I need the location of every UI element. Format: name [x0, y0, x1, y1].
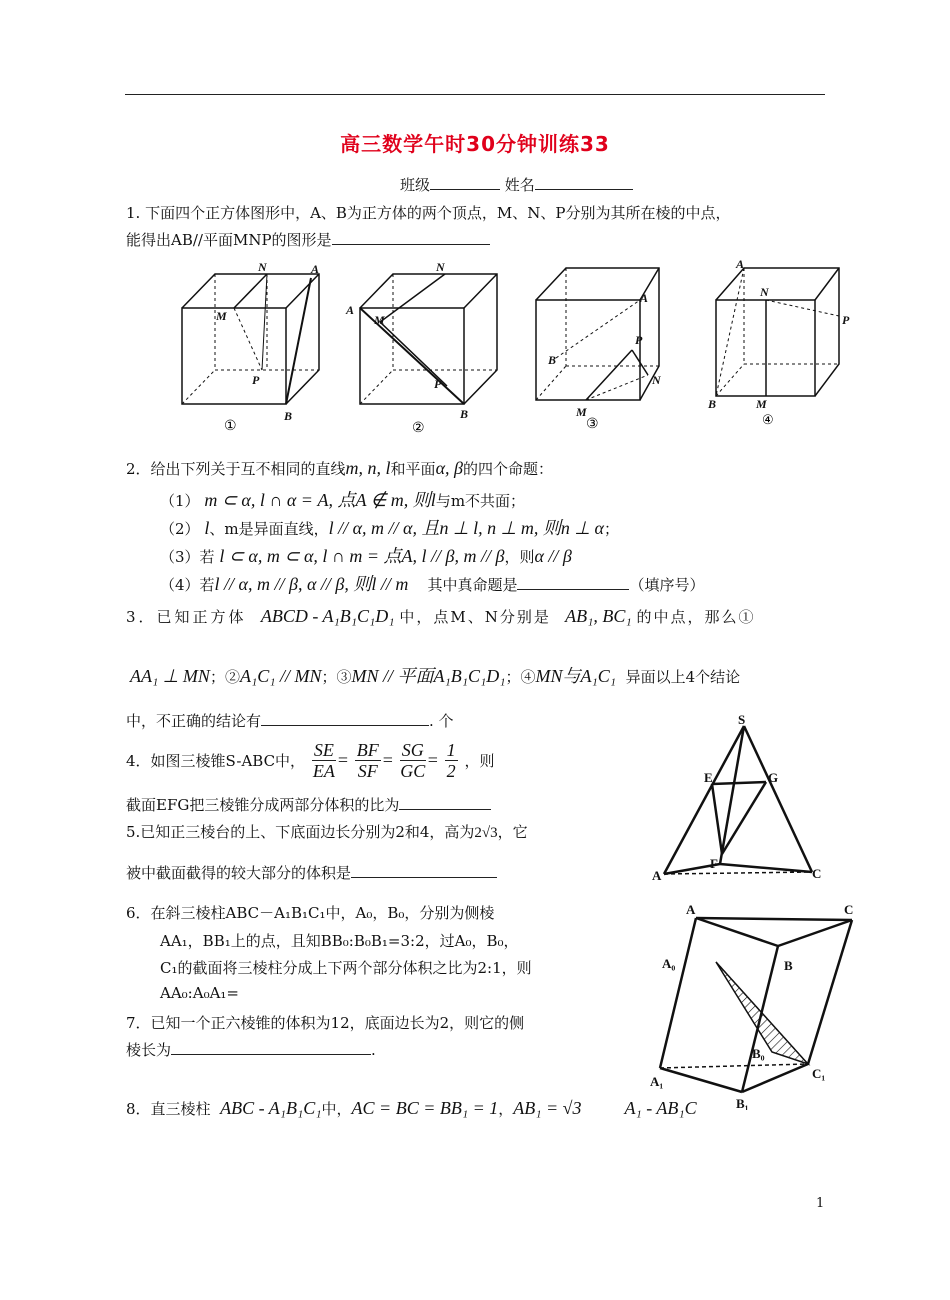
- q5-c: 被中截面截得的较大部分的体积是: [126, 864, 352, 882]
- prism-label-b1: B₁: [736, 1096, 749, 1110]
- q3-s3: MN // 平面A₁B₁C₁D₁: [351, 666, 506, 686]
- q2-answer-blank[interactable]: [517, 575, 629, 590]
- pyr-label-c: C: [812, 866, 822, 881]
- fig3-label-n: N: [652, 373, 661, 387]
- q1-line2: [126, 229, 490, 250]
- q6-line2: AA₁，BB₁上的点，且知BB₀:B₀B₁=3:2，过A₀，B₀，: [160, 932, 519, 950]
- q2-vars: m, n, l: [345, 458, 391, 478]
- fig2-label-m: M: [374, 313, 385, 327]
- q2-p2-label: （2）: [160, 520, 200, 538]
- q4-frac4-den: 2: [446, 761, 456, 781]
- q6-line4: AA₀:A₀A₁=: [160, 984, 239, 1002]
- q4-frac-3: [400, 740, 426, 781]
- prism-label-a1: A₁: [650, 1074, 664, 1089]
- pyr-label-g: G: [768, 770, 779, 785]
- pyramid-figure: [650, 712, 840, 907]
- q8-prism: ABC - A₁B₁C₁: [220, 1098, 322, 1118]
- q2-p1-math: m ⊂ α, l ∩ α = A, 点A ∉ m, 则: [204, 490, 431, 510]
- q2-prop3: [160, 542, 572, 568]
- q2-intro-b: 和平面: [390, 460, 436, 478]
- page-title: 高三数学午时30分钟训练33: [340, 132, 610, 156]
- q2-p3-math2: α // β: [534, 546, 572, 566]
- q2-intro-a: 2．给出下列关于互不相同的直线: [126, 460, 346, 478]
- fig1-label-n: N: [258, 260, 267, 274]
- prism-label-c: C: [844, 902, 854, 917]
- q2-p2-end: ；: [603, 520, 619, 538]
- fig4-label-b: B: [708, 397, 717, 411]
- q4-frac4-num: 1: [446, 740, 456, 760]
- q2-p4-math: l // α, m // β, α // β, 则l // m: [214, 574, 409, 594]
- q6-line3: C₁的截面将三棱柱分成上下两个部分体积之比为2:1，则: [160, 959, 532, 977]
- pyr-label-f: F: [710, 856, 718, 871]
- name-label: 姓名: [504, 176, 535, 194]
- fig4-label-p: P: [842, 313, 850, 327]
- q2-p3-label: （3）若: [160, 548, 215, 566]
- q4-answer-blank[interactable]: [399, 795, 491, 810]
- q1-text: 能得出AB//平面MNP的图形是: [126, 231, 332, 249]
- q3-segs: AB₁, BC₁: [565, 606, 632, 626]
- prism-label-a: A: [686, 902, 696, 917]
- q4-a: 4．如图三棱锥S-ABC中，: [126, 752, 306, 770]
- q2-intro: [126, 458, 553, 479]
- q4-frac1-num: SE: [313, 740, 334, 760]
- q4-frac3-den: GC: [400, 761, 426, 781]
- fig4-label-m: M: [756, 397, 767, 411]
- q8-tail: A₁ - AB₁C: [624, 1098, 697, 1118]
- q8-c2: AB₁ = √3: [513, 1098, 582, 1118]
- top-rule: [125, 94, 825, 95]
- q3-sep1: ；②: [209, 668, 240, 686]
- q3-f: . 个: [429, 712, 454, 730]
- q8-c1: AC = BC = BB₁ = 1: [351, 1098, 499, 1118]
- q3-s2: A₁C₁ // MN: [239, 666, 322, 686]
- q4-b: ，则: [464, 752, 495, 770]
- fig1-label-p: P: [252, 373, 260, 387]
- fig1-caption: ①: [224, 419, 237, 434]
- cube-figures: [170, 258, 870, 438]
- q4-frac3-num: SG: [401, 740, 424, 760]
- q3-s4: MN与A₁C₁: [535, 666, 617, 686]
- class-blank[interactable]: [430, 175, 500, 190]
- q3-c: 的中点，那么①: [636, 608, 756, 626]
- q2-p3-math: l ⊂ α, m ⊂ α, l ∩ m = 点A, l // β, m // β: [219, 546, 505, 566]
- q4-line2: [126, 794, 491, 815]
- q4-frac-4: [445, 740, 458, 781]
- fig3-label-b: B: [548, 353, 557, 367]
- q1-answer-blank[interactable]: [332, 230, 490, 245]
- fig2-label-n: N: [436, 260, 445, 274]
- fig1-label-m: M: [216, 309, 227, 323]
- prism-label-a0: A₀: [662, 956, 676, 971]
- q3-line2: [130, 662, 740, 688]
- q7-line1: 7．已知一个正六棱锥的体积为12，底面边长为2，则它的侧: [126, 1014, 525, 1032]
- fig2-label-a: A: [346, 303, 355, 317]
- q2-p1-tail: 与m不共面；: [435, 492, 526, 510]
- q3-b: 中，点M、N分别是: [399, 608, 551, 626]
- q5-b: ，它: [497, 823, 528, 841]
- q7-answer-blank[interactable]: [171, 1040, 371, 1055]
- fig3-caption: ③: [586, 417, 599, 432]
- q4-frac1-den: EA: [312, 761, 335, 781]
- q2-p4-fill: （填序号）: [629, 576, 705, 594]
- fig2-label-b: B: [460, 407, 469, 421]
- q2-p4-label: （4）若: [160, 576, 215, 594]
- q3-s1: AA₁ ⊥ MN: [130, 666, 210, 686]
- q7-line2: [126, 1039, 376, 1060]
- q4-frac2-num: BF: [356, 740, 379, 760]
- q4-c: 截面EFG把三棱锥分成两部分体积的比为: [126, 796, 400, 814]
- prism-label-c1: C₁: [812, 1066, 826, 1081]
- fig3-label-a: A: [640, 291, 649, 305]
- fig1-label-b: B: [284, 409, 293, 423]
- q3-d: 异面以上4个结论: [625, 668, 741, 686]
- q4-line1: 4．如图三棱锥S-ABC中， $\frac{SE}{EA}$ = $\frac{BF}{SF}$ = $\frac{SG}{GC}$ = $\frac{1}{2}$ ，则: [126, 740, 495, 781]
- fig2-label-p: P: [434, 377, 442, 391]
- fig4-label-a: A: [736, 258, 745, 271]
- q1-line1: 1. 下面四个正方体图形中，A、B为正方体的两个顶点，M、N、P分别为其所在棱的中点，: [126, 204, 731, 222]
- q2-prop4: [160, 570, 705, 596]
- name-blank[interactable]: [535, 175, 633, 190]
- q5-answer-blank[interactable]: [351, 863, 497, 878]
- prism-label-b: B: [784, 958, 793, 973]
- q3-e: 中，不正确的结论有: [126, 712, 262, 730]
- q3-sep2: ；③: [321, 668, 352, 686]
- q7-l2: 棱长为: [126, 1041, 172, 1059]
- q2-p2-math: l // α, m // α, 且n ⊥ l, n ⊥ m, 则n ⊥ α: [328, 518, 604, 538]
- q8-line: [126, 1098, 697, 1119]
- pyr-label-a: A: [652, 868, 662, 883]
- q7-end: .: [371, 1041, 376, 1059]
- pyr-label-s: S: [738, 712, 746, 727]
- fig1-label-a: A: [311, 262, 320, 276]
- q8-sep: ，: [498, 1100, 514, 1118]
- cube-fig-2: [360, 274, 497, 404]
- q5-h: 2√3: [474, 825, 498, 841]
- q3-cube: ABCD - A₁B₁C₁D₁: [260, 606, 395, 626]
- q2-planes: α, β: [435, 458, 463, 478]
- q4-frac-1: [312, 740, 336, 781]
- q2-p4-tail: 其中真命题是: [427, 576, 518, 594]
- q6-line1: 6．在斜三棱柱ABC－A₁B₁C₁中，A₀，B₀，分别为侧棱: [126, 904, 495, 922]
- prism-figure: [640, 900, 870, 1110]
- fig3-label-m: M: [576, 405, 587, 419]
- cube-fig-1: [182, 274, 319, 404]
- q2-intro-c: 的四个命题：: [462, 460, 553, 478]
- q5-line2: [126, 862, 497, 883]
- header-line: [400, 174, 633, 195]
- q4-frac2-den: SF: [357, 761, 378, 781]
- q3-answer-blank[interactable]: [261, 711, 429, 726]
- q2-p1-label: （1）: [160, 492, 200, 510]
- fig4-caption: ④: [762, 412, 774, 427]
- pyr-label-e: E: [704, 770, 713, 785]
- page-number: 1: [816, 1196, 825, 1211]
- q2-p2-a: 、m是异面直线，: [209, 520, 329, 538]
- q2-p3-mid: ，则: [504, 548, 535, 566]
- q2-prop2: [160, 514, 619, 540]
- q2-prop1: [160, 486, 525, 512]
- q3-sep3: ；④: [505, 668, 536, 686]
- q5-line1: [126, 821, 528, 842]
- q8-a: 8．直三棱柱: [126, 1100, 211, 1118]
- class-label: 班级: [400, 176, 431, 194]
- q3-line3: [126, 710, 454, 731]
- q4-frac-2: [355, 740, 381, 781]
- fig2-caption: ②: [412, 421, 425, 436]
- q5-a: 5.已知正三棱台的上、下底面边长分别为2和4，高为: [126, 823, 475, 841]
- cube-fig-4: [716, 268, 839, 396]
- fig3-label-p: P: [635, 333, 643, 347]
- q2-p1-l: l: [430, 490, 436, 510]
- fig4-label-n: N: [760, 285, 769, 299]
- prism-label-b0: B₀: [752, 1046, 765, 1061]
- q3-line1: [126, 606, 755, 627]
- q2-p2-l: l: [204, 518, 210, 538]
- q8-b: 中，: [321, 1100, 352, 1118]
- q3-a: 3．已知正方体: [126, 608, 247, 626]
